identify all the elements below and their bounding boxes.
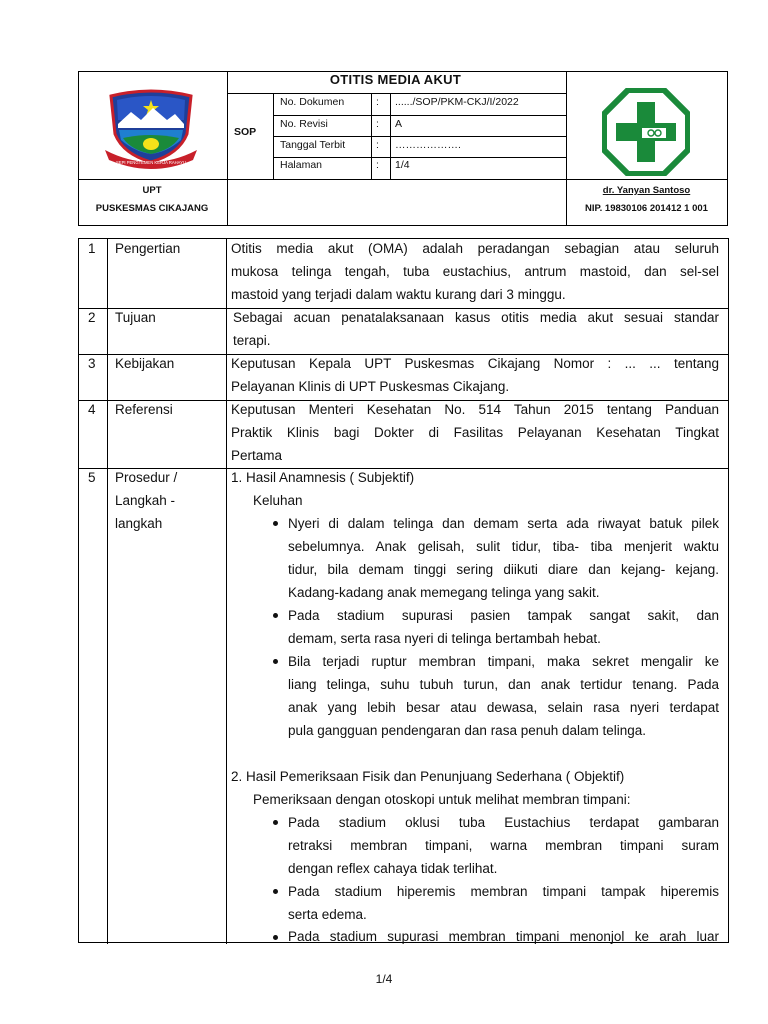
bullet-line: Pada stadium supurasi membran timpani menonjol ke arah luar (288, 929, 719, 944)
doc-number-label: No. Dokumen (280, 96, 345, 108)
sop-label: SOP (234, 126, 257, 138)
divider (79, 179, 728, 180)
row-number: 1 (88, 241, 96, 256)
bullet-line: Nyeri di dalam telinga dan demam serta ada riwayat batuk pilek (288, 516, 719, 531)
bullet-icon (273, 820, 278, 825)
bullet-line: tidur, bila demam tinggi sering diikuti diare dan kejang- kejang. (288, 562, 719, 577)
row-text-line: Otitis media akut (OMA) adalah peradangan sebagian atau seluruh (231, 241, 719, 256)
divider (107, 239, 108, 944)
bullet-line: Pada stadium oklusi tuba Eustachius terdapat gambaran (288, 815, 719, 830)
row-title: Tujuan (115, 310, 156, 325)
bullet-line: liang telinga, suhu tubuh turun, dan anak tertidur tenang. Pada (288, 677, 719, 692)
divider (273, 136, 566, 137)
row-text-line: Pertama (231, 448, 283, 463)
unit-line-2: PUSKESMAS CIKAJANG (95, 203, 209, 214)
regency-emblem-logo (101, 88, 201, 170)
revision-sep: : (376, 118, 379, 130)
bullet-icon (273, 935, 278, 940)
row-text-line: Pelayanan Klinis di UPT Puskesmas Cikajang. (231, 379, 510, 394)
page-sep: : (376, 159, 379, 171)
bullet-line: Pada stadium supurasi pasien tampak sangat sakit, dan (288, 608, 719, 623)
puskesmas-logo (602, 88, 690, 176)
row-text-line: terapi. (233, 333, 271, 348)
row-title-line: langkah (115, 516, 163, 531)
emblem-motto: SEPI PENGTEMEN KERJA RAHAYU (116, 160, 186, 165)
row-text-line: Keputusan Kepala UPT Puskesmas Cikajang Nomor : ... ... tentang (231, 356, 719, 371)
bullet-line: anak yang lebih besar atau dewasa, selain rasa nyeri terdapat (288, 700, 719, 715)
procedure-step-subtitle: Pemeriksaan dengan otoskopi untuk melihat membran timpani: (253, 792, 631, 807)
divider (226, 239, 227, 944)
procedure-step-subtitle: Keluhan (253, 493, 303, 508)
divider (273, 157, 566, 158)
revision-label: No. Revisi (280, 118, 328, 130)
document-title: OTITIS MEDIA AKUT (329, 72, 462, 87)
bullet-icon (273, 659, 278, 664)
row-number: 4 (88, 402, 96, 417)
issue-date-label: Tanggal Terbit (280, 139, 346, 151)
bullet-line: pula gangguan pendengaran dan rasa penuh dalam telinga. (288, 723, 647, 738)
procedure-step-title: 1. Hasil Anamnesis ( Subjektif) (231, 470, 415, 485)
bullet-line: demam, serta rasa nyeri di telinga bertambah hebat. (288, 631, 601, 646)
bullet-line: serta edema. (288, 907, 367, 922)
bullet-line: Kadang-kadang anak memegang telinga yang sakit. (288, 585, 600, 600)
row-title: Referensi (115, 402, 173, 417)
signer-nip: NIP. 19830106 201412 1 001 (585, 203, 708, 214)
doc-number-value: ....../SOP/PKM-CKJ/I/2022 (395, 96, 519, 108)
revision-value: A (395, 118, 403, 130)
bullet-line: retraksi membran timpani, warna membran timpani suram (288, 838, 719, 853)
signer-name: dr. Yanyan Santoso (602, 185, 691, 196)
row-title-line: Langkah - (115, 493, 176, 508)
row-number: 5 (88, 470, 96, 485)
bullet-icon (273, 613, 278, 618)
bullet-line: Bila terjadi ruptur membran timpani, maka sekret mengalir ke (288, 654, 719, 669)
bullet-line: dengan reflex cahaya tidak terlihat. (288, 861, 498, 876)
row-title: Kebijakan (115, 356, 175, 371)
row-text-line: mukosa telinga tengah, tuba eustachius, antrum mastoid, dan sel-sel (231, 264, 719, 279)
divider (273, 115, 566, 116)
doc-number-sep: : (376, 96, 379, 108)
divider (227, 72, 228, 226)
bullet-line: sebelumnya. Anak gelisah, sulit tidur, tiba- tiba menjerit waktu (288, 539, 719, 554)
bullet-icon (273, 889, 278, 894)
row-text-line: mastoid yang terjadi dalam waktu kurang dari 3 minggu. (231, 287, 566, 302)
procedure-step-title: 2. Hasil Pemeriksaan Fisik dan Penunjuang Sederhana ( Objektif) (231, 769, 625, 784)
row-text-line: Praktik Klinis bagi Dokter di Fasilitas Pelayanan Kesehatan Tingkat (231, 425, 719, 440)
page-label: Halaman (280, 159, 323, 171)
row-title-line: Prosedur / (115, 470, 178, 485)
row-number: 2 (88, 310, 96, 325)
issue-date-value: ………………. (395, 139, 461, 151)
row-text-line: Keputusan Menteri Kesehatan No. 514 Tahun 2015 tentang Panduan (231, 402, 719, 417)
page-number: 1/4 (375, 972, 393, 986)
page-value: 1/4 (395, 159, 410, 171)
bullet-line: Pada stadium hiperemis membran timpani tampak hiperemis (288, 884, 719, 899)
divider (227, 93, 566, 94)
unit-line-1: UPT (142, 185, 162, 196)
row-number: 3 (88, 356, 96, 371)
row-text-line: Sebagai acuan penatalaksanaan kasus otitis media akut sesuai standar (233, 310, 719, 325)
issue-date-sep: : (376, 139, 379, 151)
bullet-icon (273, 521, 278, 526)
row-title: Pengertian (115, 241, 181, 256)
